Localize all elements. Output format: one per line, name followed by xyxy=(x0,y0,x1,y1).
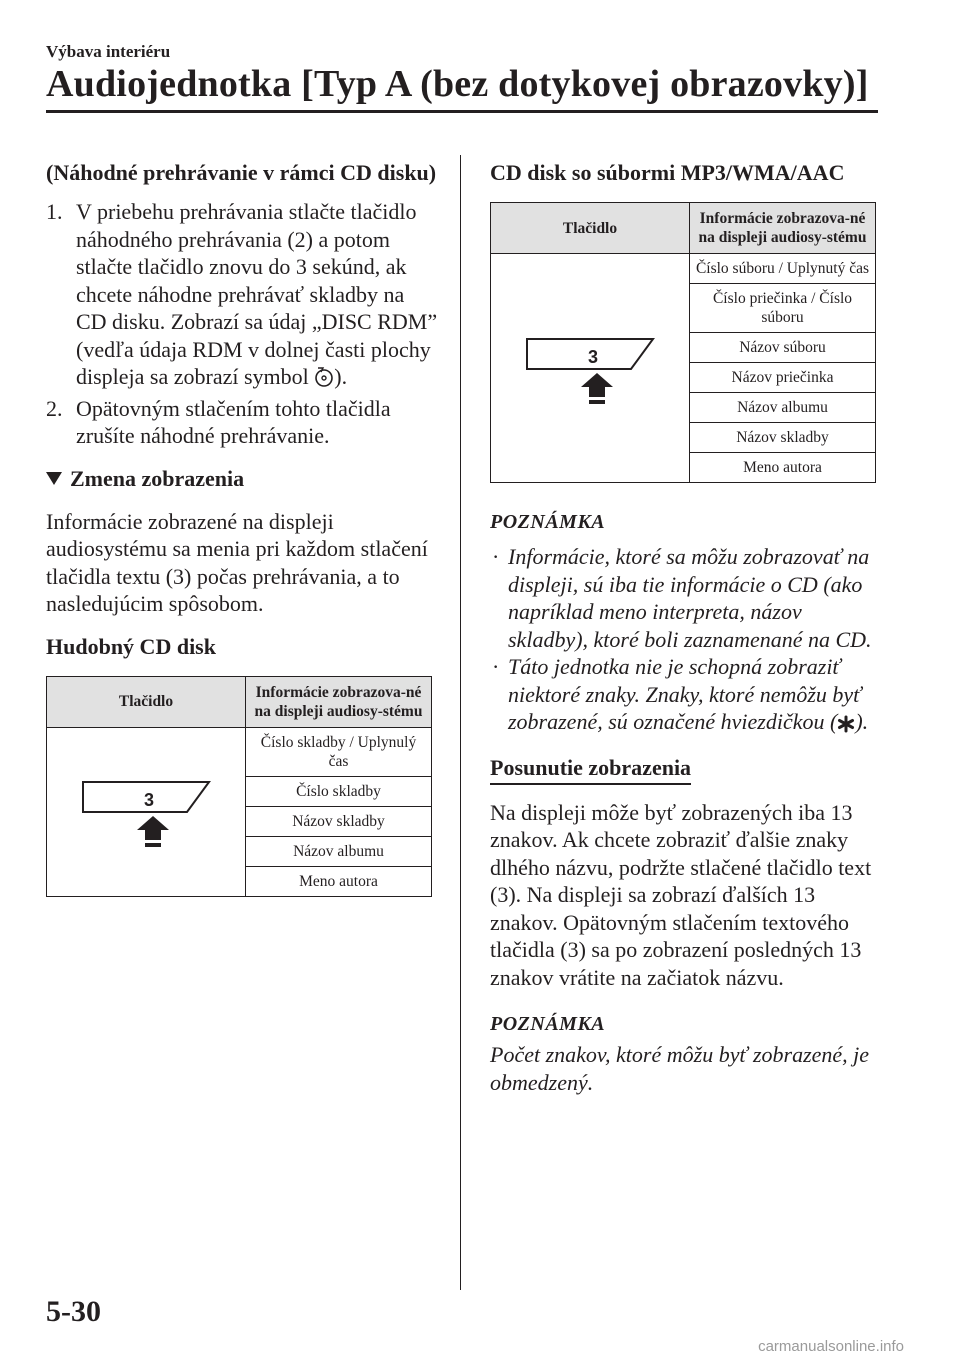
music-cd-table xyxy=(46,676,432,897)
table-cell: Názov skladby xyxy=(246,806,432,836)
display-change-text: Informácie zobrazené na displeji audiosystému sa menia pri každom stlačení tlačidla textu (3) počas prehrávania, a to nasledujúcim spôsobom. xyxy=(46,508,428,616)
table-header-info: Informácie zobrazova-né na displeji audiosy-stému xyxy=(246,676,432,727)
bullet-dot: · xyxy=(492,544,500,569)
table-header-button: Tlačidlo xyxy=(47,676,246,727)
note-bullet-2 xyxy=(490,653,882,740)
mp3-cd-heading: CD disk so súbormi MP3/WMA/AAC xyxy=(490,160,845,185)
mp3-cd-table xyxy=(490,202,876,483)
text-button-label: 3 xyxy=(587,346,599,367)
table-cell: Názov priečinka xyxy=(690,363,876,393)
random-play-heading: (Náhodné prehrávanie v rámci CD disku) xyxy=(46,160,437,185)
step-1-end: ). xyxy=(334,364,348,389)
table-header-row xyxy=(47,676,432,727)
note-bullets xyxy=(490,543,882,740)
text-button-illustration xyxy=(47,727,246,896)
table-cell: Názov albumu xyxy=(246,836,432,866)
display-change-heading xyxy=(46,464,438,494)
column-divider xyxy=(460,155,461,1290)
section-label: Výbava interiéru xyxy=(46,42,171,61)
triangle-bullet-icon xyxy=(46,472,62,485)
step-2-text: Opätovným stlačením tohto tlačidla zrušíte náhodné prehrávanie. xyxy=(76,395,391,448)
title-rule xyxy=(46,110,878,113)
text-button-icon xyxy=(505,321,675,411)
table-cell: Číslo súboru / Uplynutý čas xyxy=(690,254,876,284)
note-bullet-2-end: ). xyxy=(855,709,869,734)
text-button-illustration xyxy=(491,254,690,483)
table-cell: Názov albumu xyxy=(690,393,876,423)
note-bullet-2-text: Táto jednotka nie je schopná zobraziť niektoré znaky. Znaky, ktoré nemôžu byť zobrazené, sú označené hviezdičkou ( xyxy=(508,654,862,734)
scroll-display-heading: Posunutie zobrazenia xyxy=(490,754,691,785)
note-bullet-1 xyxy=(490,543,882,653)
note-title-2: POZNÁMKA xyxy=(490,1013,606,1035)
table-cell: Číslo skladby xyxy=(246,776,432,806)
table-cell: Číslo priečinka / Číslo súboru xyxy=(690,284,876,333)
left-column xyxy=(46,158,438,897)
table-header-button: Tlačidlo xyxy=(491,203,690,254)
text-button-label: 3 xyxy=(143,790,155,810)
table-row xyxy=(47,727,432,776)
step-2 xyxy=(46,395,438,450)
note-bullet-1-text: Informácie, ktoré sa môžu zobrazovať na displeji, sú iba tie informácie o CD (ako napríklad meno interpreta, názov skladby), ktoré boli zaznamenané na CD. xyxy=(508,544,872,652)
step-1-number: 1. xyxy=(46,199,63,224)
watermark: carmanualsonline.info xyxy=(758,1338,904,1355)
asterisk-icon xyxy=(837,712,855,740)
table-cell: Meno autora xyxy=(246,866,432,896)
table-cell: Názov skladby xyxy=(690,423,876,453)
table-cell: Meno autora xyxy=(690,453,876,483)
table-row xyxy=(491,254,876,284)
note-title: POZNÁMKA xyxy=(490,511,606,533)
table-header-row xyxy=(491,203,876,254)
step-2-number: 2. xyxy=(46,395,63,421)
table-cell: Číslo skladby / Uplynulý čas xyxy=(246,727,432,776)
text-button-icon xyxy=(61,764,231,854)
bullet-dot: · xyxy=(492,654,500,679)
display-change-heading-text: Zmena zobrazenia xyxy=(70,465,245,491)
step-1 xyxy=(46,198,438,395)
steps-list xyxy=(46,198,438,450)
random-disc-icon xyxy=(314,366,334,395)
note-2-text: Počet znakov, ktoré môžu byť zobrazené, je obmedzený. xyxy=(490,1042,870,1095)
table-header-info: Informácie zobrazova-né na displeji audiosy-stému xyxy=(690,203,876,254)
page-number: 5-30 xyxy=(46,1295,101,1328)
scroll-display-text: Na displeji môže byť zobrazených iba 13 znakov. Ak chcete zobraziť ďalšie znaky dlhého názvu, podržte stlačené tlačidlo text (3). Na displeji sa zobrazí ďalších 13 znakov. Opätovným stlačením textového tlačidla (3) sa po zobrazení posledných 13 znakov vrátite na začiatok názvu. xyxy=(490,799,872,990)
step-1-text: V priebehu prehrávania stlačte tlačidlo náhodného prehrávania (2) a potom stlačte tlačidlo znovu do 3 sekúnd, ak chcete náhodne prehrávať skladby na CD disku. Zobrazí sa údaj „DISC RDM” (vedľa údaja RDM v dolnej časti plochy displeja sa zobrazí symbol xyxy=(76,199,438,389)
music-cd-heading: Hudobný CD disk xyxy=(46,633,216,659)
page-title: Audiojednotka [Typ A (bez dotykovej obrazovky)] xyxy=(46,63,869,105)
right-column xyxy=(490,158,882,1096)
table-cell: Názov súboru xyxy=(690,333,876,363)
